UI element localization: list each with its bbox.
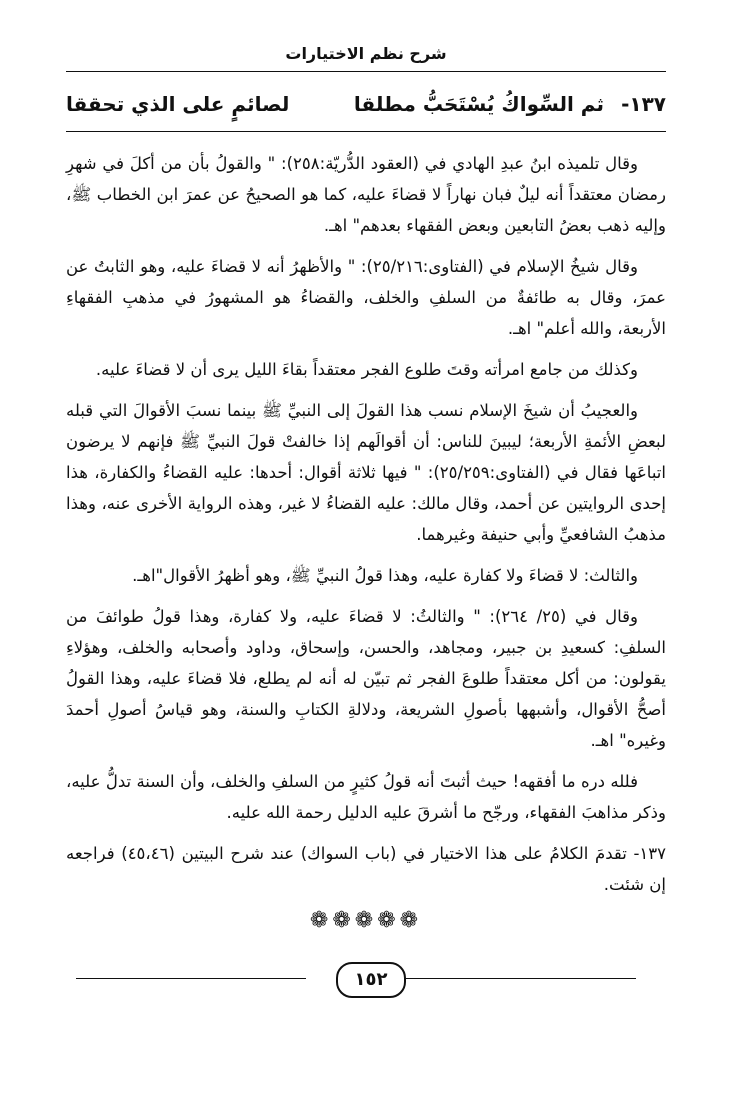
verse-second-hemistich: لصائمٍ على الذي تحققا [66, 92, 290, 116]
footnote: ١٣٧- تقدمَ الكلامُ على هذا الاختيار في (باب السواك) عند شرح البيتين (٤٥،٤٦) فراجعه إن شئت. [66, 844, 666, 894]
page-number: ١٥٢ [336, 962, 406, 998]
paragraph: والثالث: لا قضاءَ ولا كفارة عليه، وهذا قولُ النبيِّ ﷺ، وهو أظهرُ الأقوال"اهـ. [132, 566, 638, 585]
verse-number: ١٣٧- [621, 92, 666, 116]
verse-first-hemistich: ثم السِّواكُ يُسْتَحَبُّ مطلقا [353, 92, 604, 116]
body-text [66, 148, 666, 910]
paragraph: وقال في (٢٥/ ٢٦٤): " والثالثُ: لا قضاءَ عليه، ولا كفارة، وهذا قولُ طوائفَ من السلفِ: كسعيدِ بن جبير، ومجاهد، والحسن، وإسحاق، وداود وأصحابه والخلف، وهؤلاءِ يقولون: من أكل معتقداً طلوعَ الفجر ثم تبيّن له أنه لم يطلع، فلا قضاءَ عليه، وهذا القولُ أصحُّ الأقوال، وأشبهها بأصولِ الشريعة، ودلالةِ الكتابِ والسنة، وهو قياسُ أصولِ أحمدَ وغيره" اهـ. [66, 607, 666, 750]
running-title: شرح نظم الاختيارات [285, 44, 447, 63]
paragraph: والعجيبُ أن شيخَ الإسلام نسب هذا القولَ إلى النبيِّ ﷺ بينما نسبَ الأقوالَ التي قبله لبعضِ الأئمةِ الأربعة؛ ليبينَ للناس: أن أقوالَهم إذا خالفتْ قولَ النبيِّ ﷺ فإنهم لا يرضون اتباعَها فقال في (الفتاوى:٢٥/٢٥٩): " فيها ثلاثة أقوال: أحدها: عليه القضاءُ والكفارة، هذا إحدى الروايتين عن أحمد، وقال مالك: عليه القضاءُ لا غير، وهذه الرواية الأخرى عنه، وهذا مذهبُ الشافعيِّ وأبي حنيفة وغيرهما. [66, 401, 666, 544]
header-rule [66, 71, 666, 72]
paragraph: وكذلك من جامع امرأته وقتَ طلوع الفجر معتقداً بقاءَ الليل يرى أن لا قضاءَ عليه. [95, 360, 638, 379]
ornament-divider: ❁❁❁❁❁ [309, 908, 423, 933]
verse-line [66, 88, 666, 128]
paragraph: وقال شيخُ الإسلام في (الفتاوى:٢٥/٢١٦): " والأظهرُ أنه لا قضاءَ عليه، وهو الثابتُ عن عمرَ، وقال به طائفةٌ من السلفِ والخلف، والقضاءُ هو المشهورُ في مذهبِ الفقهاءِ الأربعة، والله أعلم" اهـ. [66, 257, 666, 338]
verse-rule [66, 131, 666, 132]
paragraph: وقال تلميذه ابنُ عبدِ الهادي في (العقود الدُّريّة:٢٥٨): " والقولُ بأن من أكلَ في شهرِ رمضان معتقداً أنه ليلٌ فبان نهاراً لا قضاءَ عليه، كما هو الصحيحُ عن عمرَ ابن الخطاب ﷺ، وإليه ذهب بعضُ التابعين وبعض الفقهاء بعدهم" اهـ. [66, 154, 666, 235]
paragraph: فلله دره ما أفقهه! حيث أثبتَ أنه قولُ كثيرٍ من السلفِ والخلف، وأن السنة تدلُّ عليه، وذكر مذاهبَ الفقهاء، ورجّح ما أشرقَ عليه الدليل رحمة الله عليه. [66, 772, 666, 822]
footer-rule-left [76, 978, 306, 979]
footer-rule-right [406, 978, 636, 979]
book-page [66, 38, 666, 1048]
